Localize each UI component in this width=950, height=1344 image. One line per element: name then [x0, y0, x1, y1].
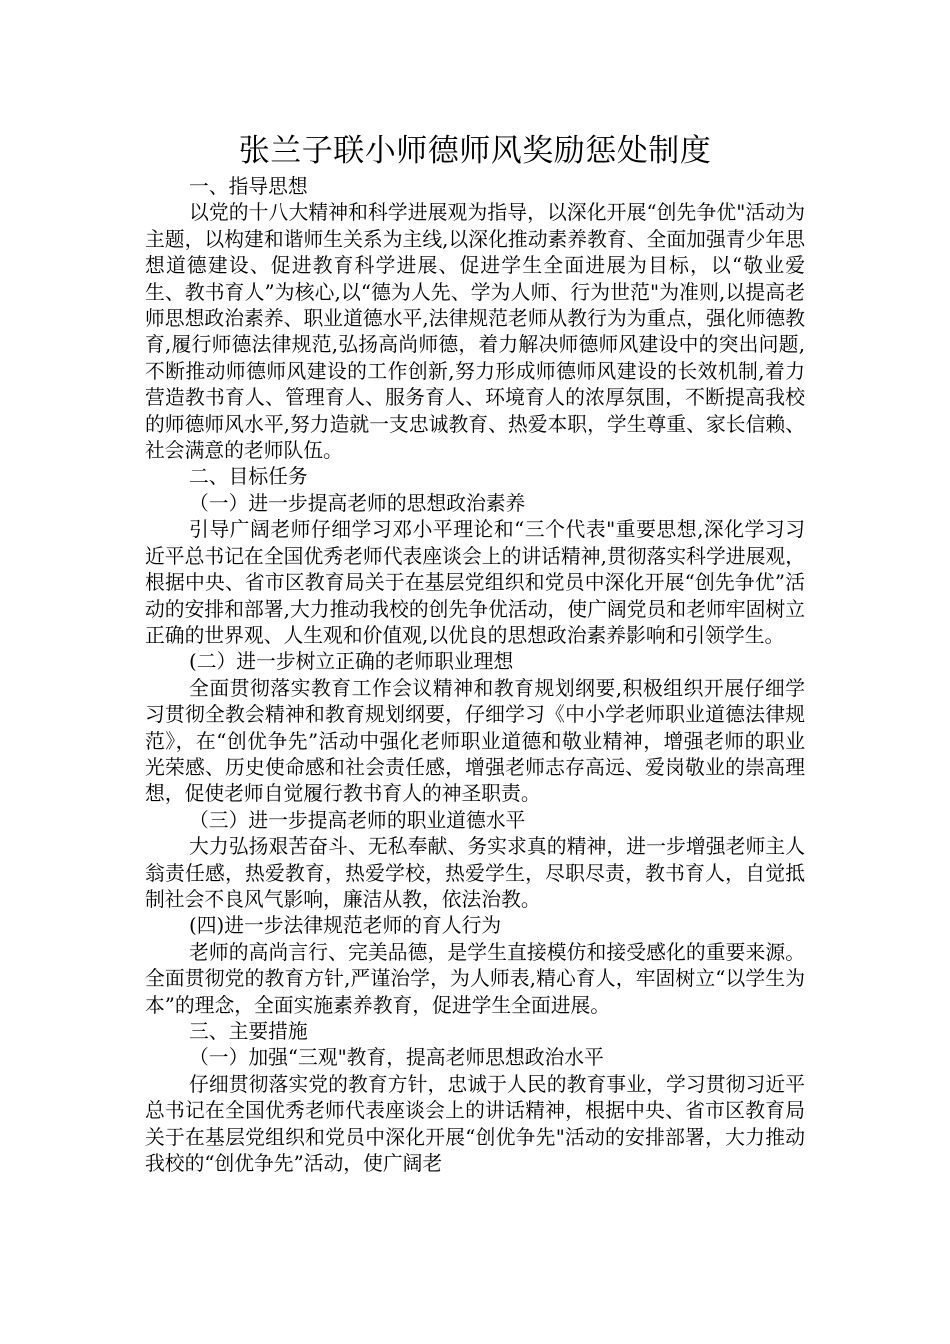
subsection-heading: (二）进一步树立正确的老师职业理想: [189, 650, 514, 674]
section-heading: 二、目标任务: [189, 465, 308, 489]
document-page: [145, 128, 805, 1177]
section-heading: 三、主要措施: [189, 1020, 308, 1043]
paragraph: 老师的高尚言行、完美品德，是学生直接模仿和接受感化的重要来源。全面贯彻党的教育方针,严谨治学，为人师表,精心育人，牢固树立“以学生为本”的理念，全面实施素养教育，促进学生全面进展。: [145, 940, 805, 1017]
subsection-heading: (四)进一步法律规范老师的育人行为: [189, 914, 502, 938]
document-title: 张兰子联小师德师风奖励惩处制度: [238, 133, 712, 169]
paragraph: 引导广阔老师仔细学习邓小平理论和“三个代表"重要思想,深化学习习近平总书记在全国优秀老师代表座谈会上的讲话精神,贯彻落实科学进展观，根据中央、省市区教育局关于在基层党组织和党员中深化开展“创先争优”活动的安排和部署,大力推动我校的创先争优活动，使广阔党员和老师牢固树立正确的世界观、人生观和价值观,以优良的思想政治素养影响和引领学生。: [145, 518, 805, 647]
subsection-heading: （一）加强“三观"教育，提高老师思想政治水平: [189, 1046, 604, 1070]
paragraph: 大力弘扬艰苦奋斗、无私奉献、务实求真的精神，进一步增强老师主人翁责任感，热爱教育，热爱学校，热爱学生，尽职尽责，教书育人，自觉抵制社会不良风气影响，廉洁从教，依法治教。: [145, 835, 805, 911]
paragraph: 仔细贯彻落实党的教育方针，忠诚于人民的教育事业，学习贯彻习近平总书记在全国优秀老师代表座谈会上的讲话精神，根据中央、省市区教育局关于在基层党组织和党员中深化开展“创优争先"活动的安排部署，大力推动我校的“创优争先”活动，使广阔老: [145, 1072, 805, 1176]
section-heading: 一、指导思想: [189, 175, 308, 198]
subsection-heading: （一）进一步提高老师的思想政治素养: [189, 491, 526, 515]
paragraph: 以党的十八大精神和科学进展观为指导，以深化开展“创先争优"活动为主题，以构建和谐师生关系为主线,以深化推动素养教育、全面加强青少年思想道德建设、促进教育科学进展、促进学生全面进展为目标，以“敬业爱生、教书育人”为核心,以“德为人先、学为人师、行为世范"为准则,以提高老师思想政治素养、职业道德水平,法律规范老师从教行为为重点，强化师德教育,履行师德法律规范,弘扬高尚师德，着力解决师德师风建设中的突出问题,不断推动师德师风建设的工作创新,努力形成师德师风建设的长效机制,着力营造教书育人、管理育人、服务育人、环境育人的浓厚氛围，不断提高我校的师德师风水平,努力造就一支忠诚教育、热爱本职，学生尊重、家长信赖、社会满意的老师队伍。: [145, 201, 805, 463]
paragraph: 全面贯彻落实教育工作会议精神和教育规划纲要,积极组织开展仔细学习贯彻全教会精神和教育规划纲要，仔细学习《中小学老师职业道德法律规范》，在“创优争先”活动中强化老师职业道德和敬业精神，增强老师的职业光荣感、历史使命感和社会责任感，增强老师志存高远、爱岗敬业的崇高理想，促使老师自觉履行教书育人的神圣职责。: [145, 676, 805, 806]
subsection-heading: （三）进一步提高老师的职业道德水平: [189, 808, 526, 832]
